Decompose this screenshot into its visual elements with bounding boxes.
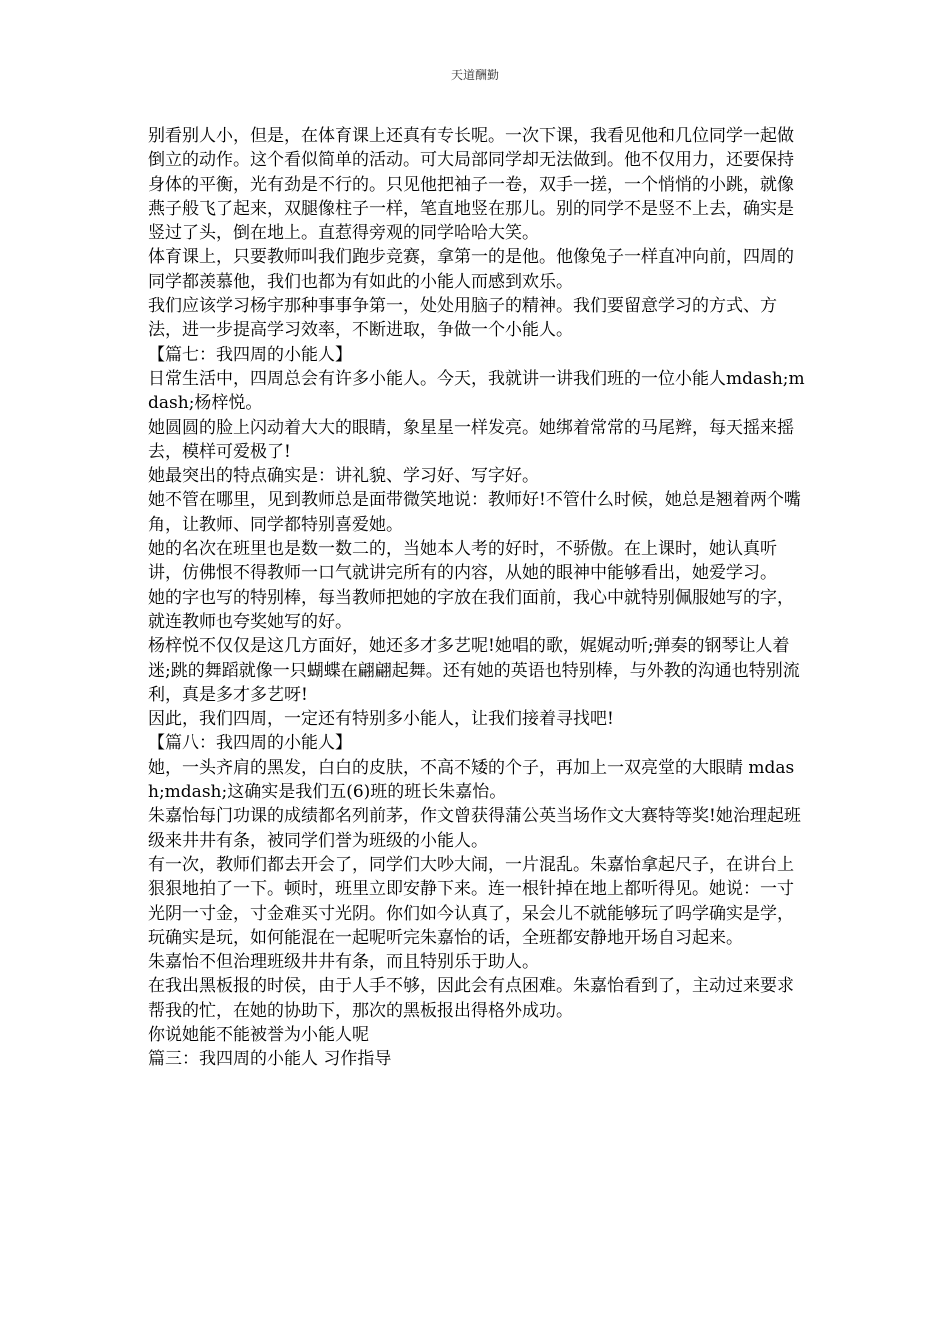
section-heading: 【篇八：我四周的小能人】 [148,733,352,754]
paragraph: 在我出黑板报的时侯，由于人手不够，因此会有点困难。朱嘉怡看到了，主动过来要求帮我的忙，在她的协助下，那次的黑板报出得格外成功。 [148,976,794,1021]
paragraph: 因此，我们四周，一定还有特别多小能人，让我们接着寻找吧! [148,709,614,730]
paragraph: 朱嘉怡不但治理班级井井有条，而且特别乐于助人。 [148,952,539,973]
paragraph: 她的字也写的特别棒，每当教师把她的字放在我们面前，我心中就特别佩服她写的字，就连教师也夸奖她写的好。 [148,587,794,632]
paragraph: 有一次，教师们都去开会了，同学们大吵大闹，一片混乱。朱嘉怡拿起尺子，在讲台上狠狠地拍了一下。顿时，班里立即安静下来。连一根针掉在地上都听得见。她说：一寸光阴一寸金，寸金难买寸光阴。你们如今认真了，呆会儿不就能够玩了吗学确实是学，玩确实是玩，如何能混在一起呢听完朱嘉怡的话，全班都安静地开场自习起来。 [148,854,794,948]
page-header: 天道酬勤 [450,68,499,82]
paragraph: 你说她能不能被誉为小能人呢 [148,1024,369,1045]
paragraph: 体育课上，只要教师叫我们跑步竞赛，拿第一的是他。他像兔子一样直冲向前，四周的同学都羡慕他，我们也都为有如此的小能人而感到欢乐。 [148,247,794,292]
paragraph: 别看别人小，但是，在体育课上还真有专长呢。一次下课，我看见他和几位同学一起做倒立的动作。这个看似简单的活动。可大局部同学却无法做到。他不仅用力，还要保持身体的平衡，光有劲是不行的。只见他把袖子一卷，双手一搓，一个悄悄的小跳，就像燕子般飞了起来，双腿像柱子一样，笔直地竖在那儿。别的同学不是竖不上去，确实是竖过了头，倒在地上。直惹得旁观的同学哈哈大笑。 [148,126,794,244]
paragraph: 她不管在哪里，见到教师总是面带微笑地说：教师好!不管什么时候，她总是翘着两个嘴角，让教师、同学都特别喜爱她。 [148,490,801,535]
paragraph: 日常生活中，四周总会有许多小能人。今天，我就讲一讲我们班的一位小能人mdash;mdash;杨梓悦。 [148,368,805,414]
paragraph: 朱嘉怡每门功课的成绩都名列前茅，作文曾获得蒲公英当场作文大赛特等奖!她治理起班级来井井有条，被同学们誉为班级的小能人。 [148,806,801,851]
paragraph: 杨梓悦不仅仅是这几方面好，她还多才多艺呢!她唱的歌，娓娓动听;弹奏的钢琴让人着迷;跳的舞蹈就像一只蝴蝶在翩翩起舞。还有她的英语也特别棒，与外教的沟通也特别流利，真是多才多艺呀! [148,636,800,705]
section-heading: 篇三：我四周的小能人 习作指导 [148,1049,392,1070]
paragraph: 她圆圆的脸上闪动着大大的眼睛，象星星一样发亮。她绑着常常的马尾辫，每天摇来摇去，模样可爱极了! [148,417,794,462]
section-heading: 【篇七：我四周的小能人】 [148,344,352,365]
paragraph: 她，一头齐肩的黑发，白白的皮肤，不高不矮的个子，再加上一双亮堂的大眼睛 mdash;mdash;这确实是我们五(6)班的班长朱嘉怡。 [148,757,795,803]
paragraph: 她的名次在班里也是数一数二的，当她本人考的好时，不骄傲。在上课时，她认真听讲，仿佛恨不得教师一口气就讲完所有的内容，从她的眼神中能够看出，她爱学习。 [148,539,777,584]
document-body [148,124,808,1072]
paragraph: 她最突出的特点确实是：讲礼貌、学习好、写字好。 [148,466,539,487]
paragraph: 我们应该学习杨宇那种事事争第一，处处用脑子的精神。我们要留意学习的方式、方法，进一步提高学习效率，不断进取，争做一个小能人。 [148,296,777,341]
